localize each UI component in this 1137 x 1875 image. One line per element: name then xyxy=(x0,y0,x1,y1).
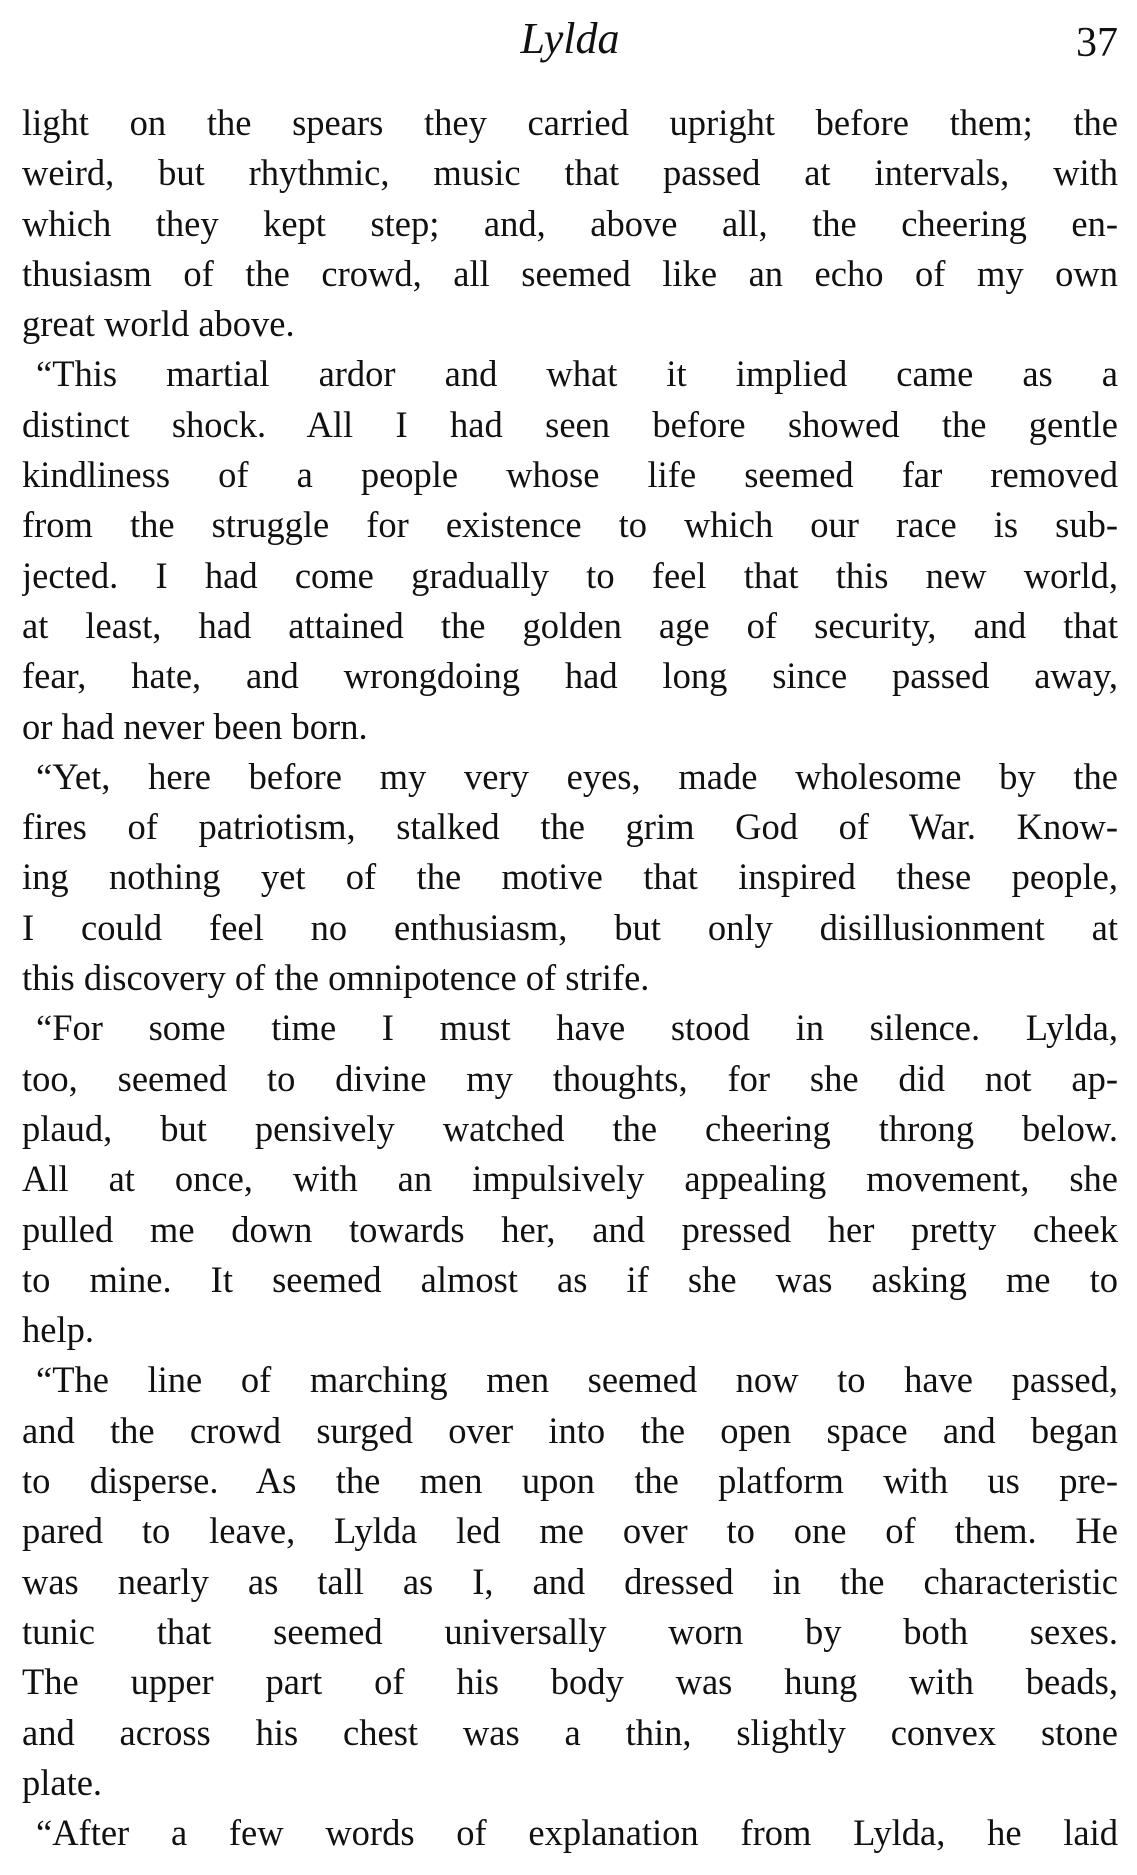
text-line: too, seemed to divine my thoughts, for she did not ap- xyxy=(22,1057,1118,1099)
text-line: “For some time I must have stood in silence. Lylda, xyxy=(36,1007,1118,1049)
text-line: I could feel no enthusiasm, but only disillusionment at xyxy=(22,906,1118,948)
text-line: All at once, with an impulsively appealing movement, she xyxy=(22,1158,1118,1200)
text-line: this discovery of the omnipotence of strife. xyxy=(22,957,650,999)
text-line: which they kept step; and, above all, the cheering en- xyxy=(22,202,1118,244)
text-line: from the struggle for existence to which our race is sub- xyxy=(22,504,1118,546)
text-line: help. xyxy=(22,1309,94,1351)
text-line: ing nothing yet of the motive that inspired these people, xyxy=(22,856,1118,898)
running-head-title: Lylda xyxy=(520,14,620,63)
text-line: or had never been born. xyxy=(22,705,368,747)
text-line: pulled me down towards her, and pressed her pretty cheek xyxy=(22,1208,1118,1250)
text-line: and across his chest was a thin, slightly convex stone xyxy=(22,1711,1118,1753)
text-line: plaud, but pensively watched the cheering throng below. xyxy=(22,1107,1118,1149)
text-line: plate. xyxy=(22,1761,103,1803)
text-line: and the crowd surged over into the open space and began xyxy=(22,1409,1118,1451)
text-line: “After a few words of explanation from Lylda, he laid xyxy=(36,1812,1118,1854)
text-line: kindliness of a people whose life seemed far removed xyxy=(22,454,1118,496)
text-line: fires of patriotism, stalked the grim God of War. Know- xyxy=(22,806,1118,848)
text-line: “Yet, here before my very eyes, made wholesome by the xyxy=(36,755,1118,797)
text-line: jected. I had come gradually to feel that this new world, xyxy=(22,554,1118,596)
page-number: 37 xyxy=(1076,20,1118,66)
text-line: to disperse. As the men upon the platform with us pre- xyxy=(22,1460,1118,1502)
text-line: The upper part of his body was hung with beads, xyxy=(22,1661,1118,1703)
text-line: light on the spears they carried upright before them; the xyxy=(22,102,1118,143)
text-line: “The line of marching men seemed now to have passed, xyxy=(36,1359,1118,1401)
text-line: great world above. xyxy=(22,303,295,345)
text-line: at least, had attained the golden age of security, and that xyxy=(22,604,1118,646)
text-line: weird, but rhythmic, music that passed at intervals, with xyxy=(22,152,1118,194)
text-line: thusiasm of the crowd, all seemed like an echo of my own xyxy=(22,252,1118,294)
running-head xyxy=(22,0,1118,78)
text-line: was nearly as tall as I, and dressed in the characteristic xyxy=(22,1560,1118,1602)
text-line: distinct shock. All I had seen before showed the gentle xyxy=(22,403,1118,445)
body-text xyxy=(22,98,1118,1858)
text-line: tunic that seemed universally worn by both sexes. xyxy=(22,1610,1118,1652)
book-page xyxy=(22,0,1118,1875)
text-line: fear, hate, and wrongdoing had long since passed away, xyxy=(22,655,1118,697)
text-line: “This martial ardor and what it implied came as a xyxy=(36,353,1118,395)
text-line: pared to leave, Lylda led me over to one of them. He xyxy=(22,1510,1118,1552)
text-line: to mine. It seemed almost as if she was asking me to xyxy=(22,1258,1118,1300)
